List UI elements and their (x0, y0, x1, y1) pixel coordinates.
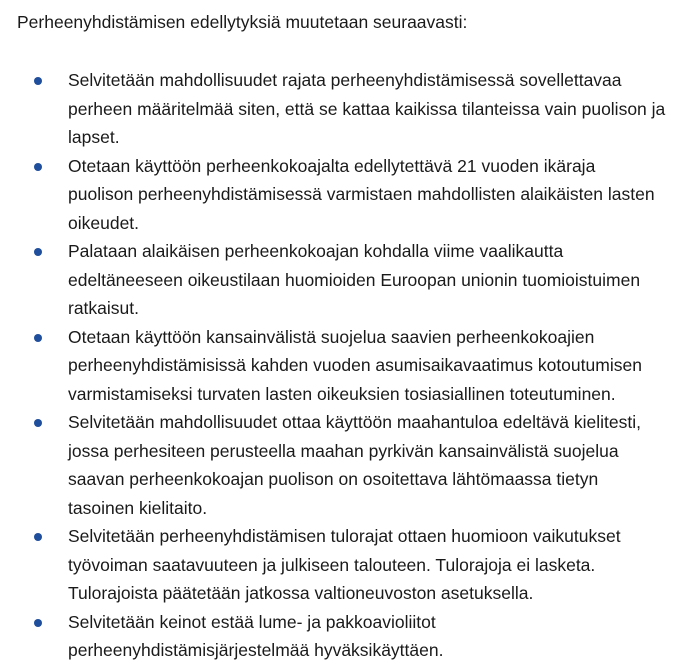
list-item-line: lapset. (68, 127, 120, 147)
intro-paragraph: Perheenyhdistämisen edellytyksiä muutetaan seuraavasti: (17, 12, 468, 32)
list-item (0, 522, 688, 608)
list-item (0, 237, 688, 323)
bullet-dot-icon (34, 163, 42, 171)
list-item-line: oikeudet. (68, 212, 140, 233)
list-item-line: puolison perheenyhdistämisessä varmistaen mahdollisten alaikäisten lasten (68, 184, 655, 204)
list-item-line: Otetaan käyttöön perheenkokoajalta edellytettävä 21 vuoden ikäraja (68, 155, 596, 176)
list-item-line: työvoiman saatavuuteen ja julkiseen talouteen. Tulorajoja ei lasketa. (68, 554, 596, 575)
list-item (0, 152, 688, 238)
list-item (0, 608, 688, 665)
bullet-dot-icon (34, 248, 42, 256)
list-item-line: ratkaisut. (68, 298, 139, 318)
bullet-dot-icon (34, 334, 42, 342)
list-item-line: tasoinen kielitaito. (68, 497, 208, 518)
bullet-dot-icon (34, 77, 42, 85)
list-item-line: perheenyhdistämisissä kahden vuoden asumisaikavaatimus kotoutumisen (68, 355, 642, 375)
list-item (0, 323, 688, 409)
list-item-line: Selvitetään mahdollisuudet ottaa käyttöön maahantuloa edeltävä kielitesti, (68, 412, 642, 432)
list-item-line: Palataan alaikäisen perheenkokoajan kohdalla viime vaalikautta (68, 241, 564, 261)
list-item (0, 408, 688, 522)
list-item-line: saavan perheenkokoajan puolison on osoitettava lähtömaassa tietyn (68, 469, 599, 489)
bullet-list (0, 66, 688, 665)
list-item-line: edeltäneeseen oikeustilaan huomioiden Euroopan unionin tuomioistuimen (68, 269, 641, 290)
list-item-line: jossa perhesiteen perusteella maahan pyrkivän kansainvälistä suojelua (68, 440, 619, 461)
list-item-line: perheenyhdistämisjärjestelmää hyväksikäyttäen. (68, 640, 444, 660)
list-item-line: varmistamiseksi turvaten lasten oikeuksien tosiasiallinen toteutuminen. (68, 383, 616, 404)
list-item-line: Selvitetään perheenyhdistämisen tulorajat ottaen huomioon vaikutukset (68, 526, 621, 546)
bullet-dot-icon (34, 419, 42, 427)
bullet-dot-icon (34, 619, 42, 627)
list-item-line: Selvitetään mahdollisuudet rajata perheenyhdistämisessä sovellettavaa (68, 70, 622, 90)
list-item-line: Tulorajoista päätetään jatkossa valtioneuvoston asetuksella. (68, 583, 534, 603)
list-item-line: Otetaan käyttöön kansainvälistä suojelua saavien perheenkokoajien (68, 326, 595, 347)
list-item (0, 66, 688, 152)
list-item-line: Selvitetään keinot estää lume- ja pakkoavioliitot (68, 611, 436, 632)
list-item-line: perheen määritelmää siten, että se kattaa kaikissa tilanteissa vain puolison ja (68, 98, 666, 119)
bullet-dot-icon (34, 533, 42, 541)
